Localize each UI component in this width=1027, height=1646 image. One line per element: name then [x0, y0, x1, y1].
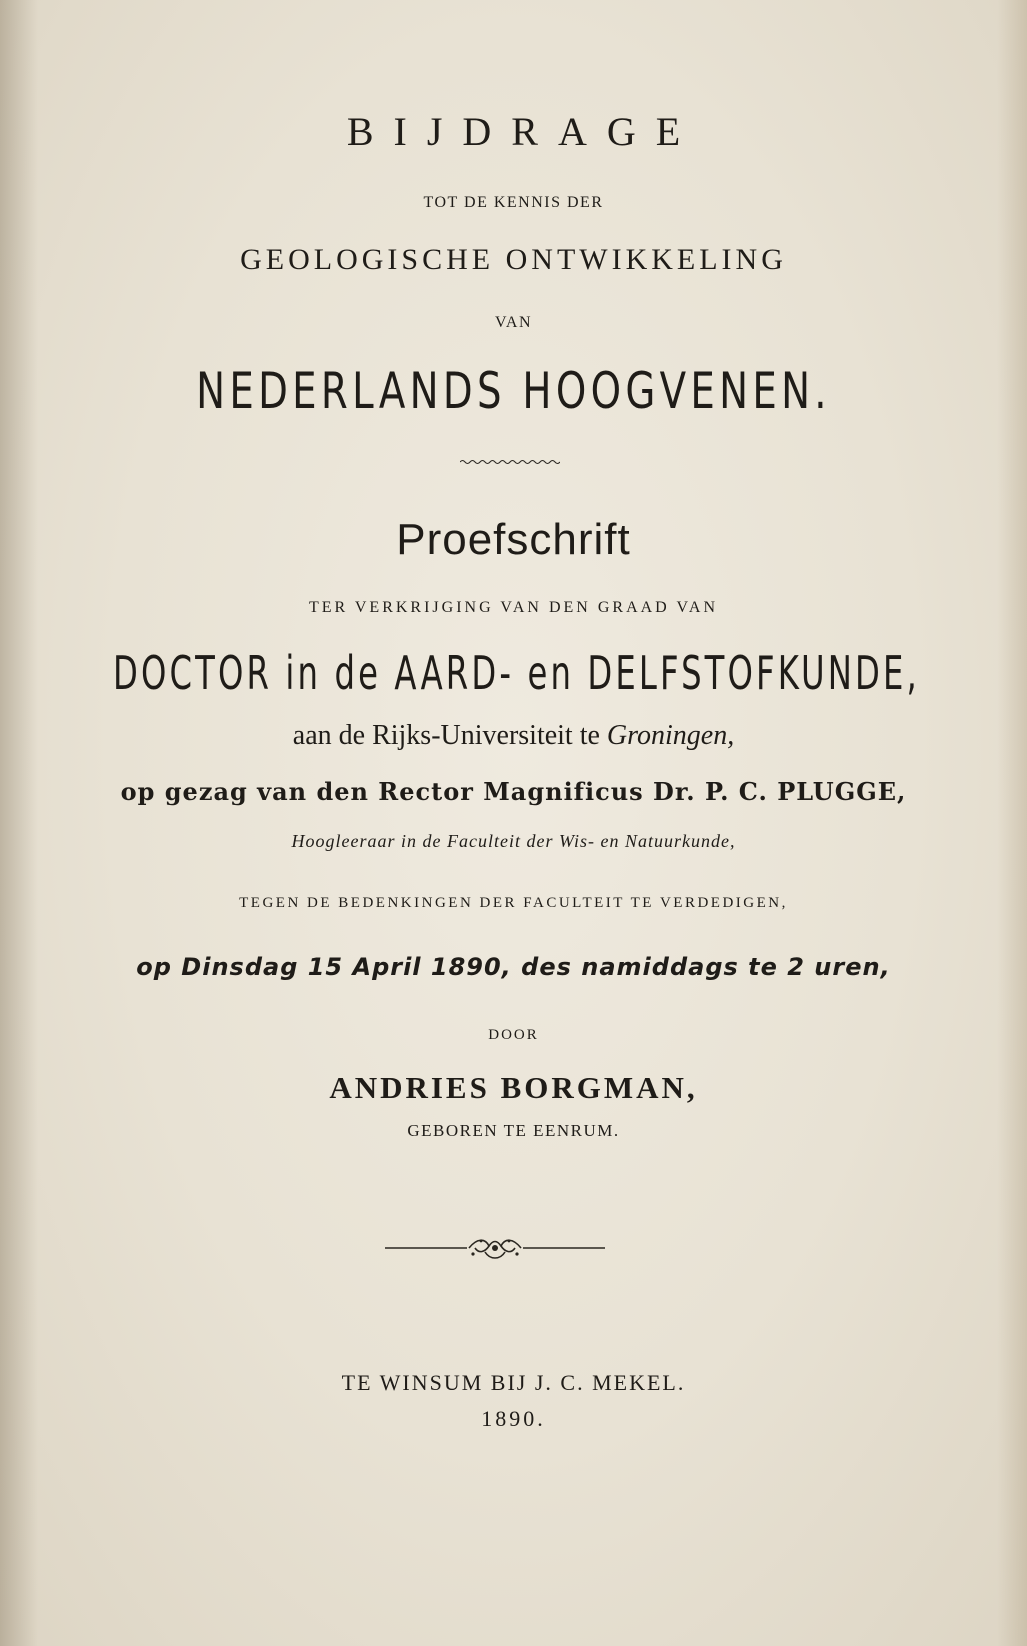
title-main: BIJDRAGE: [346, 109, 701, 154]
divider-ornament: [385, 1232, 605, 1264]
author-born: GEBOREN TE EENRUM.: [407, 1121, 620, 1140]
thesis-degree: DOCTOR in de AARD- en DELFSTOFKUNDE,: [112, 646, 920, 700]
thesis-defense: TEGEN DE BEDENKINGEN DER FACULTEIT TE VERDEDIGEN,: [239, 895, 788, 911]
thesis-label: Proefschrift: [396, 515, 631, 564]
title-line-5: NEDERLANDS HOOGVENEN.: [196, 362, 831, 420]
thesis-authority: op gezag van den Rector Magnificus Dr. P. C. PLUGGE,: [120, 777, 907, 806]
title-line-2: TOT DE KENNIS DER: [423, 194, 604, 211]
title-line-3: GEOLOGISCHE ONTWIKKELING: [240, 243, 787, 276]
author-by: DOOR: [488, 1027, 539, 1043]
university-city: Groningen,: [606, 720, 735, 751]
wavy-rule-ornament: [460, 458, 560, 466]
thesis-purpose: TER VERKRIJGING VAN DEN GRAAD VAN: [308, 599, 719, 616]
defense-date: op Dinsdag 15 April 1890, des namiddags te 2 uren,: [136, 953, 891, 981]
title-line-4: VAN: [494, 314, 533, 331]
imprint-year: 1890.: [481, 1406, 546, 1431]
rector-title: Hoogleeraar in de Faculteit der Wis- en Natuurkunde,: [291, 831, 736, 851]
author-name: ANDRIES BORGMAN,: [329, 1070, 698, 1105]
imprint-place: TE WINSUM BIJ J. C. MEKEL.: [341, 1370, 686, 1395]
thesis-university: [0, 722, 1027, 750]
university-prefix: aan de Rijks-Universiteit te: [292, 720, 607, 751]
